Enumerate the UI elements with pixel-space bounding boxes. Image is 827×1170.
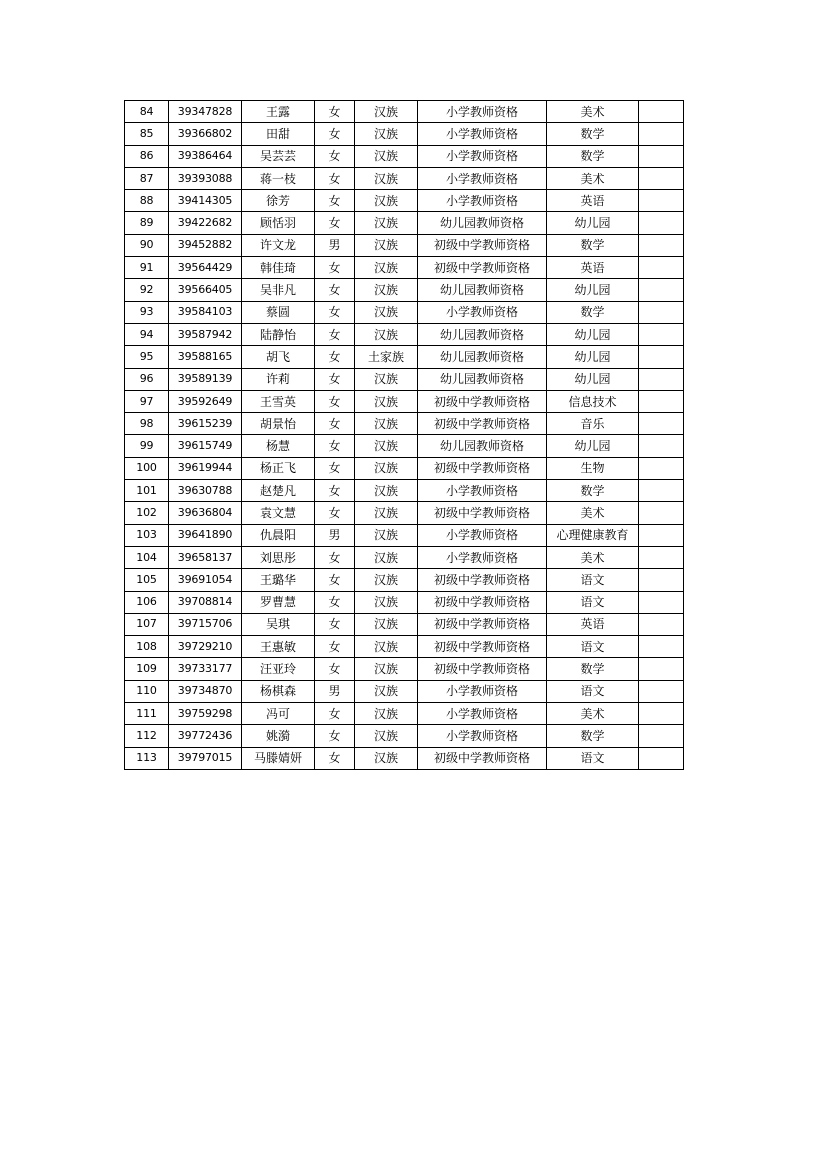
cell-remarks [639,123,684,145]
cell-remarks [639,636,684,658]
cell-gender: 女 [315,747,355,769]
cell-subject: 语文 [547,636,639,658]
cell-candidate-id: 39630788 [169,480,242,502]
cell-ethnicity: 汉族 [355,368,418,390]
cell-gender: 女 [315,413,355,435]
cell-name: 罗曹慧 [242,591,315,613]
cell-name: 胡景怡 [242,413,315,435]
cell-qualification-type: 初级中学教师资格 [418,390,547,412]
table-row [125,301,684,323]
table-row [125,703,684,725]
cell-gender: 女 [315,435,355,457]
cell-name: 冯可 [242,703,315,725]
table-row [125,569,684,591]
cell-gender: 女 [315,212,355,234]
table-row [125,279,684,301]
cell-gender: 女 [315,591,355,613]
cell-remarks [639,234,684,256]
cell-subject: 美术 [547,502,639,524]
cell-qualification-type: 初级中学教师资格 [418,613,547,635]
cell-subject: 幼儿园 [547,368,639,390]
table-row [125,368,684,390]
cell-qualification-type: 小学教师资格 [418,546,547,568]
cell-subject: 数学 [547,234,639,256]
cell-ethnicity: 汉族 [355,747,418,769]
cell-gender: 女 [315,123,355,145]
cell-qualification-type: 幼儿园教师资格 [418,323,547,345]
cell-name: 刘思彤 [242,546,315,568]
cell-serial-number: 95 [125,346,169,368]
cell-subject: 信息技术 [547,390,639,412]
cell-name: 顾恬羽 [242,212,315,234]
cell-qualification-type: 初级中学教师资格 [418,747,547,769]
cell-remarks [639,569,684,591]
cell-serial-number: 101 [125,480,169,502]
cell-qualification-type: 初级中学教师资格 [418,502,547,524]
cell-subject: 数学 [547,658,639,680]
cell-ethnicity: 汉族 [355,480,418,502]
cell-qualification-type: 初级中学教师资格 [418,234,547,256]
cell-remarks [639,323,684,345]
cell-serial-number: 110 [125,680,169,702]
cell-qualification-type: 初级中学教师资格 [418,457,547,479]
cell-serial-number: 93 [125,301,169,323]
cell-name: 蒋一枝 [242,167,315,189]
cell-subject: 幼儿园 [547,212,639,234]
table-row [125,413,684,435]
cell-gender: 女 [315,725,355,747]
cell-name: 吴芸芸 [242,145,315,167]
cell-qualification-type: 幼儿园教师资格 [418,212,547,234]
cell-qualification-type: 初级中学教师资格 [418,569,547,591]
table-row [125,167,684,189]
table-row [125,323,684,345]
cell-gender: 女 [315,480,355,502]
cell-remarks [639,480,684,502]
cell-remarks [639,613,684,635]
cell-subject: 英语 [547,257,639,279]
cell-serial-number: 88 [125,190,169,212]
table-row [125,502,684,524]
cell-gender: 女 [315,145,355,167]
cell-subject: 语文 [547,747,639,769]
cell-candidate-id: 39347828 [169,101,242,123]
cell-candidate-id: 39587942 [169,323,242,345]
table-row [125,190,684,212]
cell-name: 王露 [242,101,315,123]
cell-gender: 女 [315,457,355,479]
cell-ethnicity: 汉族 [355,658,418,680]
cell-remarks [639,703,684,725]
cell-name: 许莉 [242,368,315,390]
cell-ethnicity: 汉族 [355,190,418,212]
cell-ethnicity: 汉族 [355,301,418,323]
cell-ethnicity: 汉族 [355,569,418,591]
cell-gender: 女 [315,368,355,390]
cell-serial-number: 107 [125,613,169,635]
cell-qualification-type: 幼儿园教师资格 [418,368,547,390]
cell-qualification-type: 小学教师资格 [418,301,547,323]
table-row [125,457,684,479]
cell-name: 马滕婧妍 [242,747,315,769]
cell-subject: 数学 [547,301,639,323]
cell-serial-number: 97 [125,390,169,412]
cell-ethnicity: 汉族 [355,591,418,613]
candidate-table [124,100,684,770]
cell-subject: 幼儿园 [547,435,639,457]
cell-gender: 女 [315,613,355,635]
cell-subject: 美术 [547,703,639,725]
cell-name: 陆静怡 [242,323,315,345]
cell-serial-number: 105 [125,569,169,591]
cell-gender: 女 [315,390,355,412]
cell-qualification-type: 小学教师资格 [418,101,547,123]
table-row [125,725,684,747]
cell-candidate-id: 39691054 [169,569,242,591]
cell-remarks [639,457,684,479]
cell-serial-number: 109 [125,658,169,680]
cell-serial-number: 94 [125,323,169,345]
cell-serial-number: 98 [125,413,169,435]
cell-candidate-id: 39589139 [169,368,242,390]
cell-serial-number: 104 [125,546,169,568]
cell-ethnicity: 汉族 [355,257,418,279]
table-row [125,145,684,167]
table-row [125,658,684,680]
table-row [125,524,684,546]
cell-subject: 语文 [547,569,639,591]
cell-remarks [639,301,684,323]
cell-name: 王惠敏 [242,636,315,658]
cell-candidate-id: 39729210 [169,636,242,658]
cell-ethnicity: 汉族 [355,435,418,457]
cell-subject: 生物 [547,457,639,479]
cell-gender: 女 [315,190,355,212]
cell-ethnicity: 汉族 [355,234,418,256]
cell-candidate-id: 39393088 [169,167,242,189]
cell-candidate-id: 39759298 [169,703,242,725]
cell-ethnicity: 汉族 [355,390,418,412]
cell-subject: 幼儿园 [547,346,639,368]
cell-subject: 美术 [547,546,639,568]
cell-ethnicity: 汉族 [355,636,418,658]
cell-qualification-type: 初级中学教师资格 [418,658,547,680]
cell-subject: 语文 [547,680,639,702]
cell-gender: 男 [315,524,355,546]
cell-remarks [639,279,684,301]
table-row [125,390,684,412]
cell-remarks [639,680,684,702]
cell-ethnicity: 汉族 [355,167,418,189]
cell-ethnicity: 汉族 [355,457,418,479]
cell-name: 吴琪 [242,613,315,635]
cell-name: 胡飞 [242,346,315,368]
cell-name: 蔡圆 [242,301,315,323]
cell-ethnicity: 汉族 [355,279,418,301]
cell-remarks [639,591,684,613]
cell-candidate-id: 39615239 [169,413,242,435]
cell-gender: 女 [315,101,355,123]
table-row [125,212,684,234]
cell-gender: 女 [315,546,355,568]
cell-gender: 女 [315,257,355,279]
cell-gender: 女 [315,167,355,189]
cell-ethnicity: 汉族 [355,212,418,234]
cell-gender: 女 [315,323,355,345]
cell-ethnicity: 汉族 [355,613,418,635]
cell-candidate-id: 39414305 [169,190,242,212]
cell-candidate-id: 39566405 [169,279,242,301]
cell-remarks [639,524,684,546]
cell-remarks [639,413,684,435]
cell-name: 汪亚玲 [242,658,315,680]
table-row [125,480,684,502]
cell-ethnicity: 汉族 [355,703,418,725]
cell-candidate-id: 39636804 [169,502,242,524]
cell-subject: 数学 [547,123,639,145]
cell-serial-number: 90 [125,234,169,256]
cell-serial-number: 99 [125,435,169,457]
cell-ethnicity: 汉族 [355,101,418,123]
cell-remarks [639,368,684,390]
cell-qualification-type: 幼儿园教师资格 [418,346,547,368]
cell-ethnicity: 汉族 [355,413,418,435]
cell-subject: 英语 [547,613,639,635]
cell-remarks [639,747,684,769]
cell-serial-number: 111 [125,703,169,725]
cell-candidate-id: 39734870 [169,680,242,702]
cell-ethnicity: 汉族 [355,725,418,747]
cell-qualification-type: 小学教师资格 [418,703,547,725]
cell-candidate-id: 39641890 [169,524,242,546]
table-row [125,257,684,279]
cell-name: 杨棋森 [242,680,315,702]
cell-subject: 英语 [547,190,639,212]
cell-gender: 女 [315,301,355,323]
table-row [125,546,684,568]
cell-candidate-id: 39422682 [169,212,242,234]
cell-name: 徐芳 [242,190,315,212]
cell-gender: 女 [315,636,355,658]
cell-name: 田甜 [242,123,315,145]
cell-candidate-id: 39615749 [169,435,242,457]
cell-remarks [639,546,684,568]
cell-qualification-type: 小学教师资格 [418,680,547,702]
cell-candidate-id: 39366802 [169,123,242,145]
cell-remarks [639,658,684,680]
cell-qualification-type: 小学教师资格 [418,123,547,145]
table-row [125,435,684,457]
cell-ethnicity: 汉族 [355,323,418,345]
cell-gender: 男 [315,680,355,702]
cell-serial-number: 87 [125,167,169,189]
cell-ethnicity: 汉族 [355,680,418,702]
cell-name: 吴非凡 [242,279,315,301]
cell-serial-number: 89 [125,212,169,234]
cell-candidate-id: 39452882 [169,234,242,256]
cell-subject: 幼儿园 [547,279,639,301]
cell-ethnicity: 汉族 [355,145,418,167]
cell-ethnicity: 汉族 [355,524,418,546]
cell-candidate-id: 39386464 [169,145,242,167]
table-body [125,101,684,770]
cell-serial-number: 103 [125,524,169,546]
cell-serial-number: 102 [125,502,169,524]
cell-candidate-id: 39592649 [169,390,242,412]
cell-name: 赵楚凡 [242,480,315,502]
cell-candidate-id: 39797015 [169,747,242,769]
cell-subject: 美术 [547,101,639,123]
cell-ethnicity: 土家族 [355,346,418,368]
cell-gender: 女 [315,502,355,524]
cell-gender: 女 [315,703,355,725]
table-row [125,591,684,613]
cell-remarks [639,101,684,123]
cell-ethnicity: 汉族 [355,546,418,568]
cell-serial-number: 113 [125,747,169,769]
cell-serial-number: 85 [125,123,169,145]
cell-candidate-id: 39772436 [169,725,242,747]
cell-gender: 女 [315,658,355,680]
cell-name: 仇晨阳 [242,524,315,546]
cell-qualification-type: 幼儿园教师资格 [418,435,547,457]
cell-subject: 语文 [547,591,639,613]
cell-name: 杨正飞 [242,457,315,479]
cell-ethnicity: 汉族 [355,123,418,145]
cell-name: 袁文慧 [242,502,315,524]
cell-qualification-type: 小学教师资格 [418,145,547,167]
cell-subject: 数学 [547,725,639,747]
cell-remarks [639,167,684,189]
table-row [125,101,684,123]
cell-remarks [639,725,684,747]
cell-qualification-type: 初级中学教师资格 [418,591,547,613]
cell-subject: 幼儿园 [547,323,639,345]
cell-remarks [639,190,684,212]
cell-serial-number: 84 [125,101,169,123]
table-row [125,747,684,769]
cell-qualification-type: 初级中学教师资格 [418,636,547,658]
cell-remarks [639,346,684,368]
cell-name: 王雪英 [242,390,315,412]
table-row [125,123,684,145]
cell-remarks [639,145,684,167]
cell-serial-number: 106 [125,591,169,613]
cell-qualification-type: 小学教师资格 [418,725,547,747]
cell-ethnicity: 汉族 [355,502,418,524]
cell-serial-number: 92 [125,279,169,301]
cell-remarks [639,212,684,234]
cell-remarks [639,257,684,279]
cell-qualification-type: 小学教师资格 [418,480,547,502]
cell-name: 许文龙 [242,234,315,256]
cell-qualification-type: 小学教师资格 [418,524,547,546]
cell-subject: 音乐 [547,413,639,435]
cell-gender: 女 [315,279,355,301]
cell-gender: 女 [315,346,355,368]
cell-candidate-id: 39619944 [169,457,242,479]
cell-remarks [639,502,684,524]
cell-gender: 女 [315,569,355,591]
cell-serial-number: 100 [125,457,169,479]
cell-candidate-id: 39588165 [169,346,242,368]
table-row [125,234,684,256]
table-row [125,613,684,635]
cell-candidate-id: 39708814 [169,591,242,613]
table-row [125,680,684,702]
cell-serial-number: 112 [125,725,169,747]
cell-subject: 数学 [547,145,639,167]
cell-name: 姚漪 [242,725,315,747]
cell-name: 王璐华 [242,569,315,591]
cell-candidate-id: 39564429 [169,257,242,279]
cell-candidate-id: 39584103 [169,301,242,323]
cell-name: 杨慧 [242,435,315,457]
cell-name: 韩佳琦 [242,257,315,279]
cell-remarks [639,435,684,457]
table-row [125,346,684,368]
table-row [125,636,684,658]
cell-qualification-type: 初级中学教师资格 [418,413,547,435]
cell-qualification-type: 小学教师资格 [418,167,547,189]
cell-subject: 数学 [547,480,639,502]
cell-qualification-type: 幼儿园教师资格 [418,279,547,301]
cell-candidate-id: 39658137 [169,546,242,568]
cell-serial-number: 96 [125,368,169,390]
cell-remarks [639,390,684,412]
cell-qualification-type: 小学教师资格 [418,190,547,212]
cell-serial-number: 108 [125,636,169,658]
cell-serial-number: 91 [125,257,169,279]
cell-gender: 男 [315,234,355,256]
cell-candidate-id: 39715706 [169,613,242,635]
cell-candidate-id: 39733177 [169,658,242,680]
cell-subject: 心理健康教育 [547,524,639,546]
cell-serial-number: 86 [125,145,169,167]
cell-subject: 美术 [547,167,639,189]
cell-qualification-type: 初级中学教师资格 [418,257,547,279]
